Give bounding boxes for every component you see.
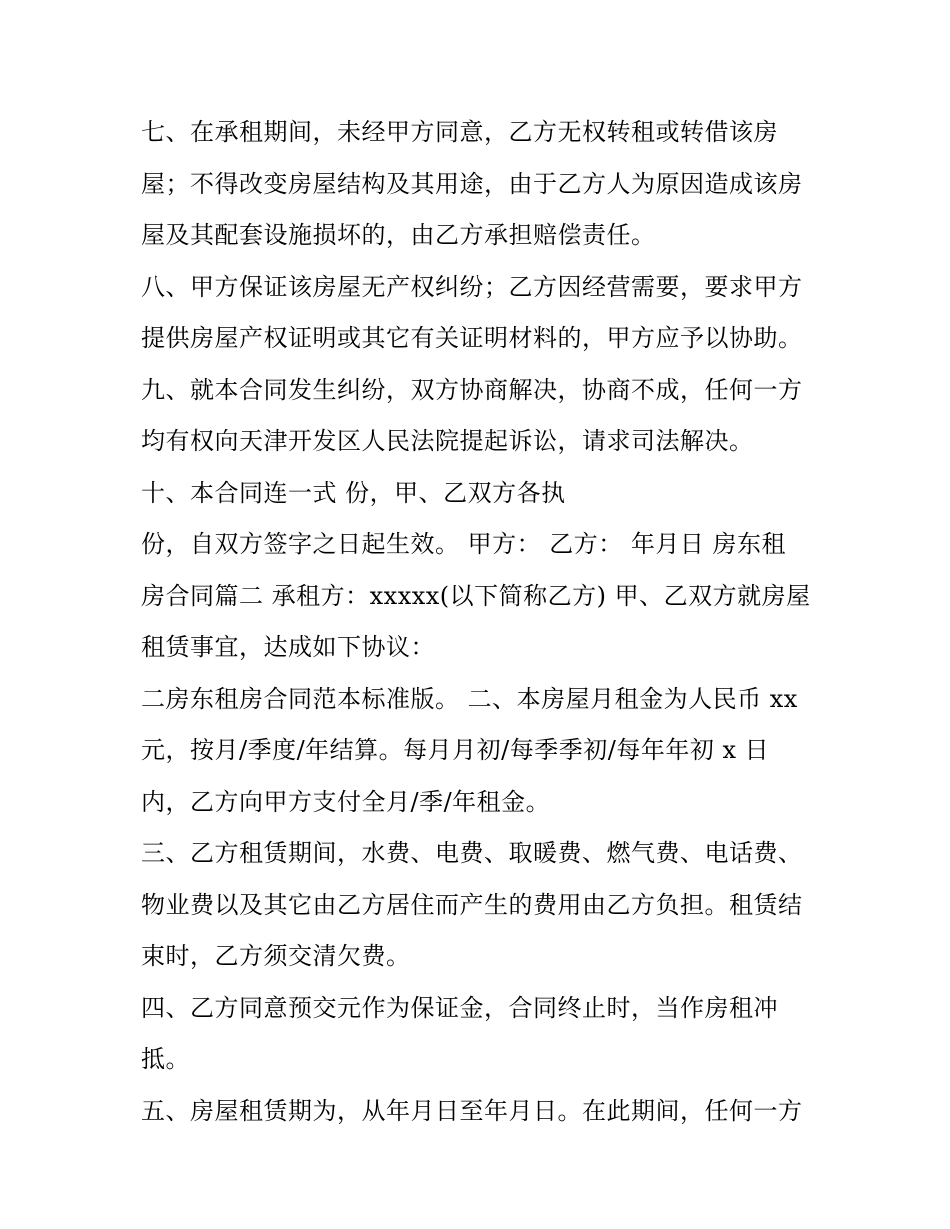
text-line: 九、就本合同发生纠纷，双方协商解决，协商不成，任何一方 [141,375,803,404]
text-line: 四、乙方同意预交元作为保证金，合同终止时，当作房租冲 [141,993,778,1022]
text-line: 屋；不得改变房屋结构及其用途，由于乙方人为原因造成该房 [141,169,803,198]
text-line: 束时，乙方须交清欠费。 [141,942,411,970]
text-line: 屋及其配套设施损坏的，由乙方承担赔偿责任。 [141,221,656,249]
text-line: 八、甲方保证该房屋无产权纠纷；乙方因经营需要，要求甲方 [141,272,803,301]
text-line: 租赁事宜，达成如下协议： [141,633,435,661]
text-line: 五、房屋租赁期为，从年月日至年月日。在此期间，任何一方 [141,1096,803,1125]
text-line: 提供房屋产权证明或其它有关证明材料的，甲方应予以协助。 [141,324,803,352]
text-line: 房合同篇二 承租方：xxxxx(以下简称乙方) 甲、乙双方就房屋 [141,581,811,610]
text-line: 物业费以及其它由乙方居住而产生的费用由乙方负担。租赁结 [141,890,803,919]
text-line: 抵。 [141,1045,190,1073]
text-line: 三、乙方租赁期间，水费、电费、取暖费、燃气费、电话费、 [141,839,803,867]
text-line: 二房东租房合同范本标准版。 二、本房屋月租金为人民币 xx [141,684,798,713]
text-line: 均有权向天津开发区人民法院提起诉讼，请求司法解决。 [141,427,754,455]
text-line: 十、本合同连一式 份，甲、乙双方各执 [141,478,566,507]
text-line: 内，乙方向甲方支付全月/季/年租金。 [141,787,551,816]
text-line: 份，自双方签字之日起生效。 甲方： 乙方： 年月日 房东租 [141,530,787,558]
document-body [141,107,821,1137]
text-line: 元，按月/季度/年结算。每月月初/每季季初/每年年初 x 日 [141,736,770,764]
text-line: 七、在承租期间，未经甲方同意，乙方无权转租或转借该房 [141,118,778,146]
